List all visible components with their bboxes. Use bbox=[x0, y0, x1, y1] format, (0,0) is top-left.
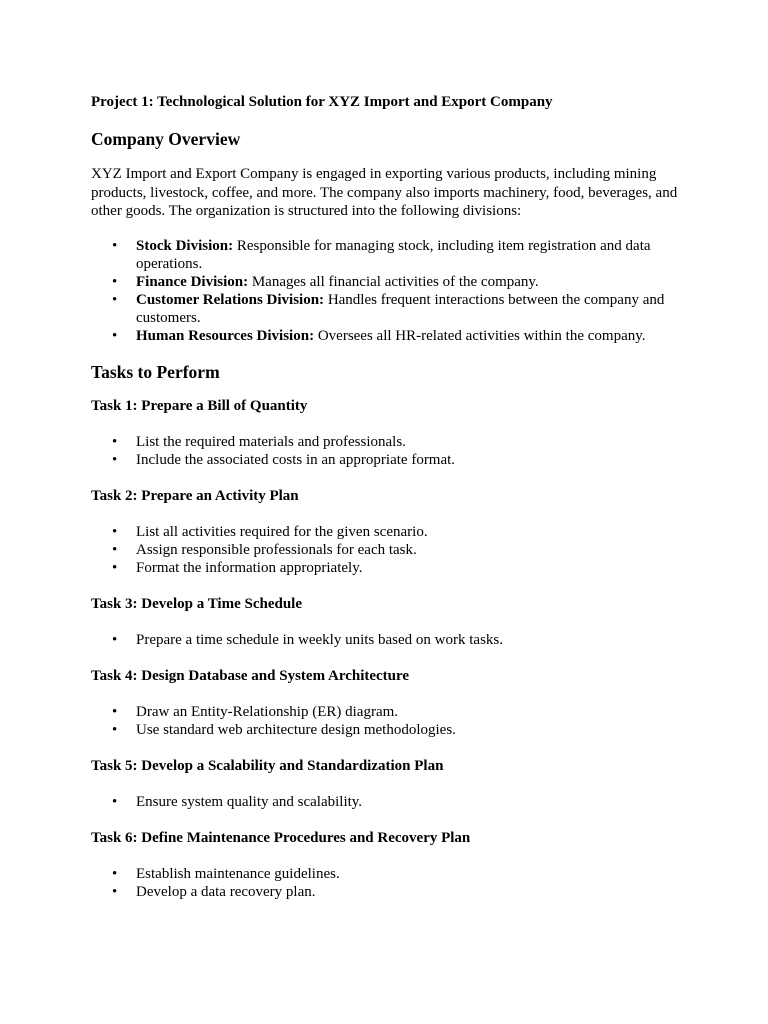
division-name: Customer Relations Division: bbox=[136, 291, 325, 308]
division-name: Human Resources Division: bbox=[136, 327, 315, 344]
task-list bbox=[91, 523, 681, 577]
list-item bbox=[136, 273, 681, 291]
list-item: • Include the associated costs in an appropriate format. bbox=[136, 451, 681, 469]
task-heading: Task 3: Develop a Time Schedule bbox=[91, 595, 303, 612]
division-description: Oversees all HR-related activities within the company. bbox=[314, 327, 646, 344]
list-item bbox=[136, 237, 681, 273]
task-heading: Task 5: Develop a Scalability and Standardization Plan bbox=[91, 757, 444, 774]
overview-paragraph: XYZ Import and Export Company is engaged in exporting various products, including mining products, livestock, coffee, and more. The company also imports machinery, food, beverages, and other goods. The organization is structured into the following divisions: bbox=[91, 166, 678, 219]
document-body bbox=[91, 93, 681, 919]
list-item: • Draw an Entity-Relationship (ER) diagram. bbox=[136, 703, 681, 721]
task-heading: Task 2: Prepare an Activity Plan bbox=[91, 487, 299, 504]
task-heading: Task 4: Design Database and System Architecture bbox=[91, 667, 410, 684]
list-item bbox=[136, 327, 681, 345]
task-heading: Task 6: Define Maintenance Procedures and Recovery Plan bbox=[91, 829, 471, 846]
list-item: • List all activities required for the given scenario. bbox=[136, 523, 681, 541]
list-item: • Assign responsible professionals for each task. bbox=[136, 541, 681, 559]
list-item: • Establish maintenance guidelines. bbox=[136, 865, 681, 883]
division-description: Responsible for managing stock, including item registration and data operations. bbox=[136, 237, 651, 272]
list-item: • List the required materials and professionals. bbox=[136, 433, 681, 451]
divisions-list bbox=[91, 237, 681, 345]
tasks-heading: Tasks to Perform bbox=[91, 361, 220, 382]
list-item: • Develop a data recovery plan. bbox=[136, 883, 681, 901]
division-description: Manages all financial activities of the company. bbox=[248, 273, 539, 290]
list-item bbox=[136, 291, 681, 327]
overview-heading: Company Overview bbox=[91, 129, 241, 149]
task-list bbox=[91, 865, 681, 901]
task-list bbox=[91, 433, 681, 469]
task-list bbox=[91, 793, 681, 811]
list-item: • Format the information appropriately. bbox=[136, 559, 681, 577]
task-list bbox=[91, 703, 681, 739]
division-name: Stock Division: bbox=[136, 237, 234, 254]
document-title: Project 1: Technological Solution for XYZ Import and Export Company bbox=[91, 94, 553, 110]
task-list bbox=[91, 631, 681, 649]
division-name: Finance Division: bbox=[136, 273, 249, 290]
list-item: • Use standard web architecture design methodologies. bbox=[136, 721, 681, 739]
task-heading: Task 1: Prepare a Bill of Quantity bbox=[91, 397, 308, 414]
list-item: • Prepare a time schedule in weekly units based on work tasks. bbox=[136, 631, 681, 649]
division-description: Handles frequent interactions between the company and customers. bbox=[136, 291, 665, 326]
list-item: • Ensure system quality and scalability. bbox=[136, 793, 681, 811]
